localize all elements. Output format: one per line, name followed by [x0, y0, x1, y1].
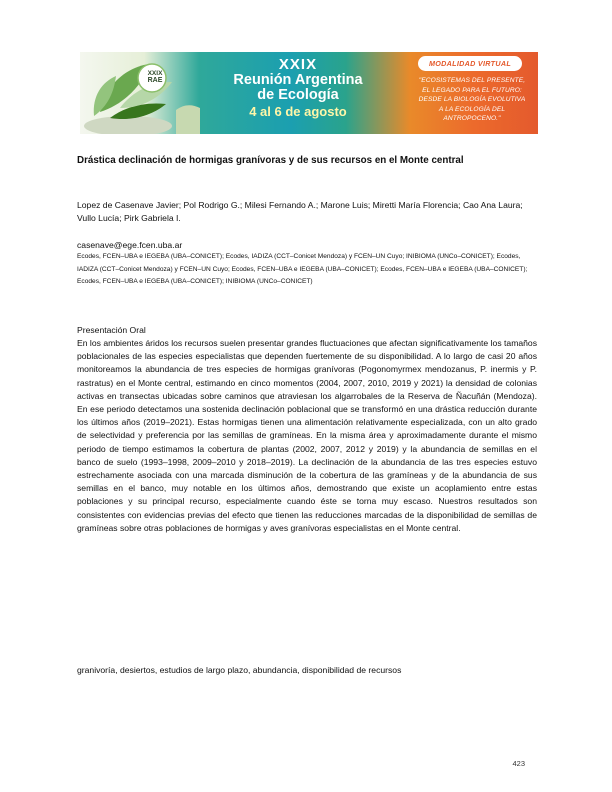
- contact-email: casenave@ege.fcen.uba.ar: [77, 240, 183, 250]
- author-affiliations: Ecodes, FCEN–UBA e IEGEBA (UBA–CONICET); Ecodes, IADIZA (CCT–Conicet Mendoza) y FCEN–UN Cuyo; INIBIOMA (UNCo–CONICET); Ecodes, IADIZA (CCT–Conicet Mendoza) y FCEN–UN Cuyo; Ecodes, FCEN–UBA e IEGEBA (UBA–CONICET); Ecodes, FCEN–UBA e IEGEBA (UBA–CONICET); Ecodes, FCEN–UBA e IEGEBA (UBA–CONICET); INIBIOMA (UNCo–CONICET): [77, 253, 528, 285]
- conference-banner: [80, 52, 538, 134]
- article-title: Drástica declinación de hormigas granívoras y de sus recursos en el Monte central: [77, 155, 464, 166]
- banner-slogan: [410, 76, 534, 124]
- keywords: granivoría, desiertos, estudios de largo plazo, abundancia, disponibilidad de recursos: [77, 665, 402, 675]
- conference-logo-leaves-icon: [80, 52, 200, 134]
- banner-edition: XXIX: [278, 56, 318, 73]
- modality-badge: MODALIDAD VIRTUAL: [418, 56, 522, 71]
- logo-edition: XXIX: [147, 70, 163, 77]
- banner-title-line2: de Ecología: [257, 87, 339, 103]
- slogan-line: "ECOSISTEMAS DEL PRESENTE,: [418, 77, 526, 84]
- banner-dates: 4 al 6 de agosto: [249, 104, 347, 119]
- slogan-line: EL LEGADO PARA EL FUTURO:: [422, 86, 522, 94]
- slogan-line: A LA ECOLOGÍA DEL ANTROPOCENO.": [438, 105, 506, 122]
- logo-acronym: RAE: [147, 77, 163, 84]
- article-authors: Lopez de Casenave Javier; Pol Rodrigo G.; Milesi Fernando A.; Marone Luis; Miretti María Florencia; Cao Ana Laura; Vullo Lucía; Pirk Gabriela I.: [77, 200, 523, 223]
- slogan-line: DESDE LA BIOLOGÍA EVOLUTIVA: [418, 96, 526, 103]
- banner-title-line1: Reunión Argentina: [233, 72, 363, 88]
- page-number: 423: [512, 759, 525, 768]
- presentation-type: Presentación Oral: [77, 325, 146, 335]
- banner-title-block: [208, 56, 388, 120]
- abstract-body: En los ambientes áridos los recursos suelen presentar grandes fluctuaciones que afectan significativamente los tamaños poblacionales de las especies especialistas que dependen fuertemente de su disponibilidad. A lo largo de casi 20 años monitoreamos la abundancia de tres especies de hormigas granívoras (Pogonomyrmex mendozanus, P. inermis y P. rastratus) en el Monte central, estimando en cinco momentos (2004, 2007, 2010, 2019 y 2021) la densidad de colonias activas en transectas ubicadas sobre caminos que atraviesan los algarrobales de la Reserva de Ñacuñán (Mendoza). En ese periodo detectamos una sostenida declinación poblacional que se transformó en una drástica reducción durante los últimos años (2019–2021). Estas hormigas tienen una alimentación relativamente especializada, con un alto grado de selectividad y preferencia por las semillas de gramíneas. En la misma área y aproximadamente durante el mismo periodo de tiempo estimamos la cobertura de plantas (2002, 2007, 2012 y 2019) y la abundancia de semillas en el banco de suelo (1993–1998, 2009–2010 y 2018–2019). La declinación de la abundancia de las tres especies estuvo estrechamente asociada con una marcada disminución de la cobertura de las gramíneas y de la abundancia de sus semillas en el banco, muy notable en los últimos años, demostrando que existe un acoplamiento entre estas poblaciones y su principal recurso, especialmente cuando éste se torna muy escaso. Nuestros resultados son consistentes con evidencias previas del efecto que tienen las reducciones marcadas de la disponibilidad de semillas de gramíneas sobre otras poblaciones de hormigas y aves granívoras especialistas en el Monte central.: [77, 338, 537, 533]
